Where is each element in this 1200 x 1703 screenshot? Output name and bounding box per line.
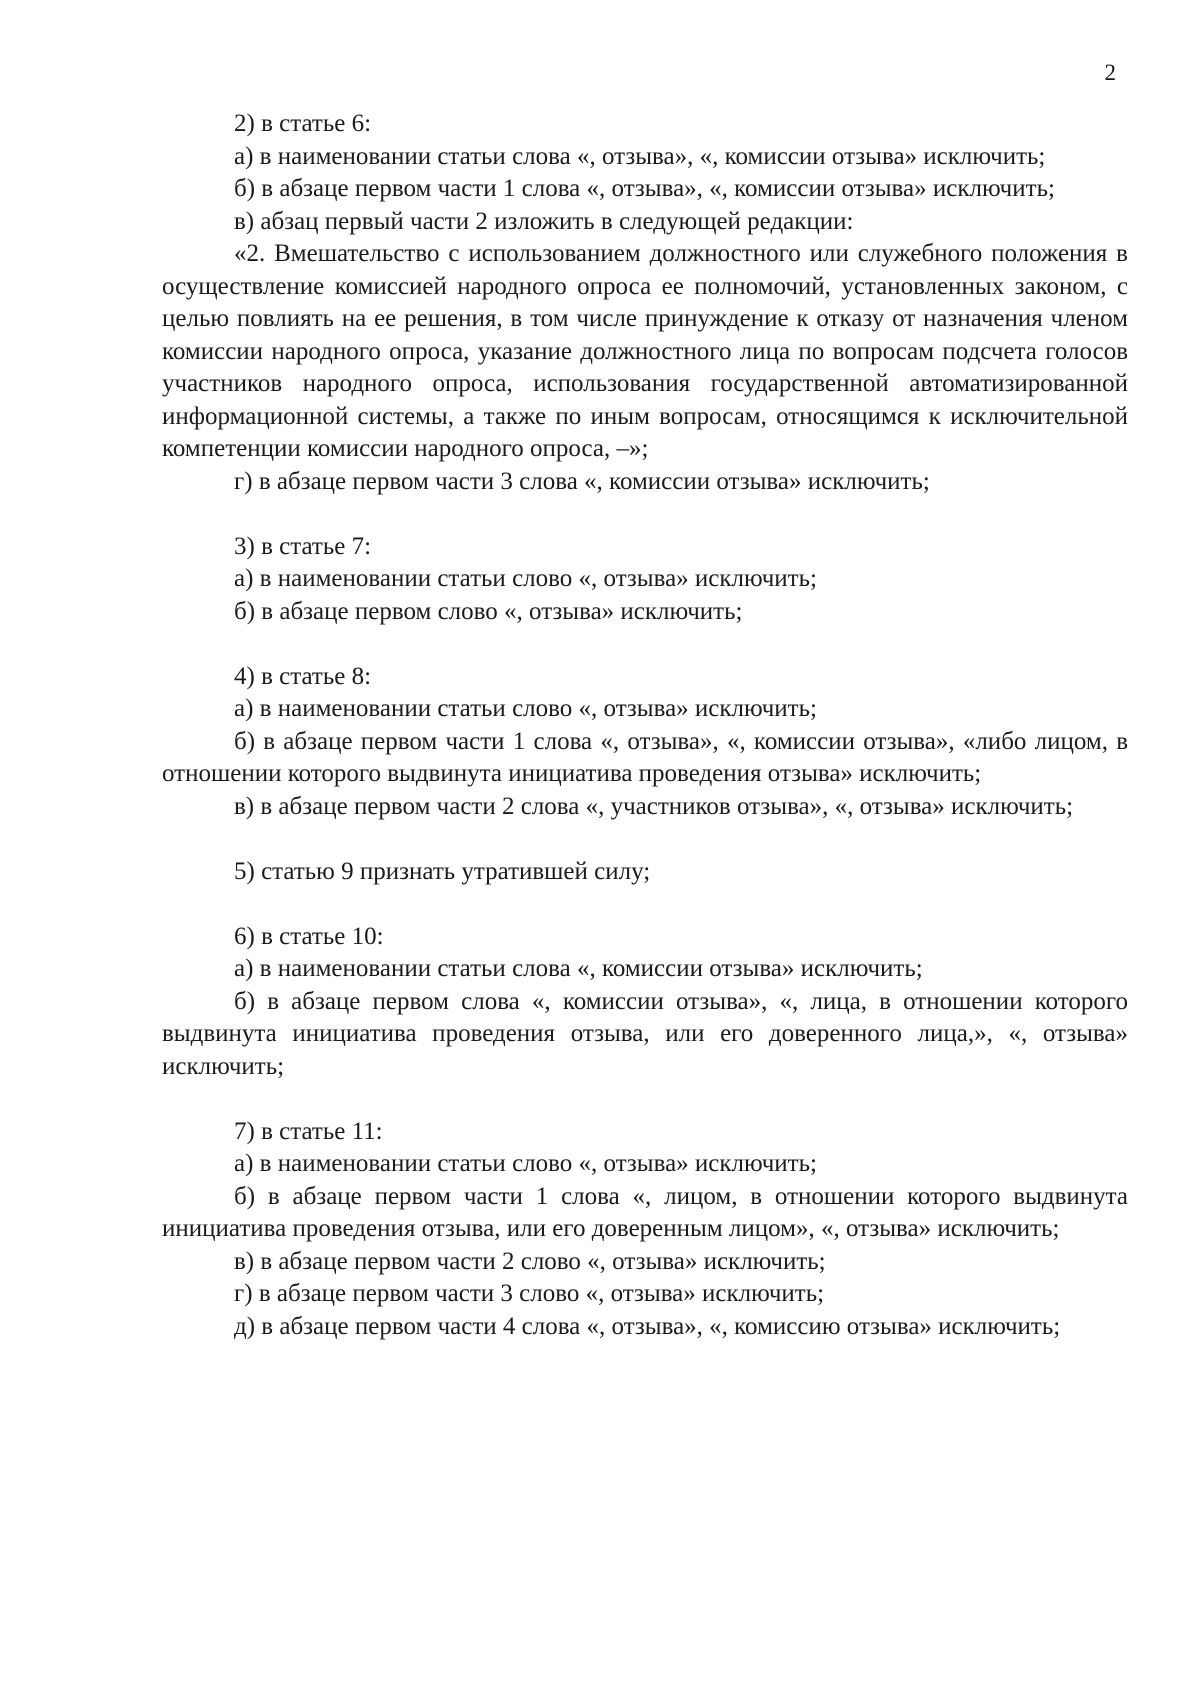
page-number: 2 [1104,60,1116,85]
article-6-item-v: в) абзац первый части 2 изложить в следующей редакции: [234,207,854,235]
article-8-heading: 4) в статье 8: [234,662,372,690]
article-11-item-d: д) в абзаце первом части 4 слова «, отзыва», «, комиссию отзыва» исключить; [234,1312,1061,1340]
article-11-item-g: г) в абзаце первом части 3 слово «, отзыва» исключить; [234,1280,825,1307]
article-7-item-b: б) в абзаце первом слово «, отзыва» исключить; [234,597,743,625]
article-6-heading: 2) в статье 6: [234,110,372,137]
article-10-heading: 6) в статье 10: [234,922,384,950]
article-8-item-b: б) в абзаце первом части 1 слова «, отзыва», «, комиссии отзыва», «либо лицом, в отношении которого выдвинута инициатива проведения отзыва» исключить; [162,727,1128,787]
article-11-item-v: в) в абзаце первом части 2 слово «, отзыва» исключить; [234,1247,826,1275]
article-6-quoted-text: «2. Вмешательство с использованием должностного или служебного положения в осуществление комиссией народного опроса ее полномочий, установленных законом, с целью повлиять на ее решения, в том числе принуждение к отказу от назначения членом комиссии народного опроса, указание должностного лица по вопросам подсчета голосов участников народного опроса, использования государственной автоматизированной информационной системы, а также по иным вопросам, относящимся к исключительной компетенции комиссии народного опроса, –»; [162,240,1128,462]
article-6-item-a: а) в наименовании статьи слова «, отзыва», «, комиссии отзыва» исключить; [234,142,1046,170]
article-8-item-v: в) в абзаце первом части 2 слова «, участников отзыва», «, отзыва» исключить; [234,792,1074,820]
article-7-heading: 3) в статье 7: [234,532,372,560]
article-10-item-a: а) в наименовании статьи слова «, комиссии отзыва» исключить; [234,955,923,982]
article-6-item-g: г) в абзаце первом части 3 слова «, комиссии отзыва» исключить; [234,467,930,495]
article-10-item-b: б) в абзаце первом слова «, комиссии отзыва», «, лица, в отношении которого выдвинута инициатива проведения отзыва, или его доверенного лица,», «, отзыва» исключить; [162,987,1128,1080]
article-8-item-a: а) в наименовании статьи слово «, отзыва» исключить; [234,695,817,722]
article-6-item-b: б) в абзаце первом части 1 слова «, отзыва», «, комиссии отзыва» исключить; [234,175,1055,202]
article-7-item-a: а) в наименовании статьи слово «, отзыва» исключить; [234,565,817,592]
article-11-item-b: б) в абзаце первом части 1 слова «, лицом, в отношении которого выдвинута инициатива проведения отзыва, или его доверенным лицом», «, отзыва» исключить; [162,1182,1128,1242]
article-9-paragraph: 5) статью 9 признать утратившей силу; [234,857,651,885]
article-11-heading: 7) в статье 11: [234,1117,383,1145]
document-body [162,108,1128,1343]
article-11-item-a: а) в наименовании статьи слово «, отзыва» исключить; [234,1150,817,1177]
